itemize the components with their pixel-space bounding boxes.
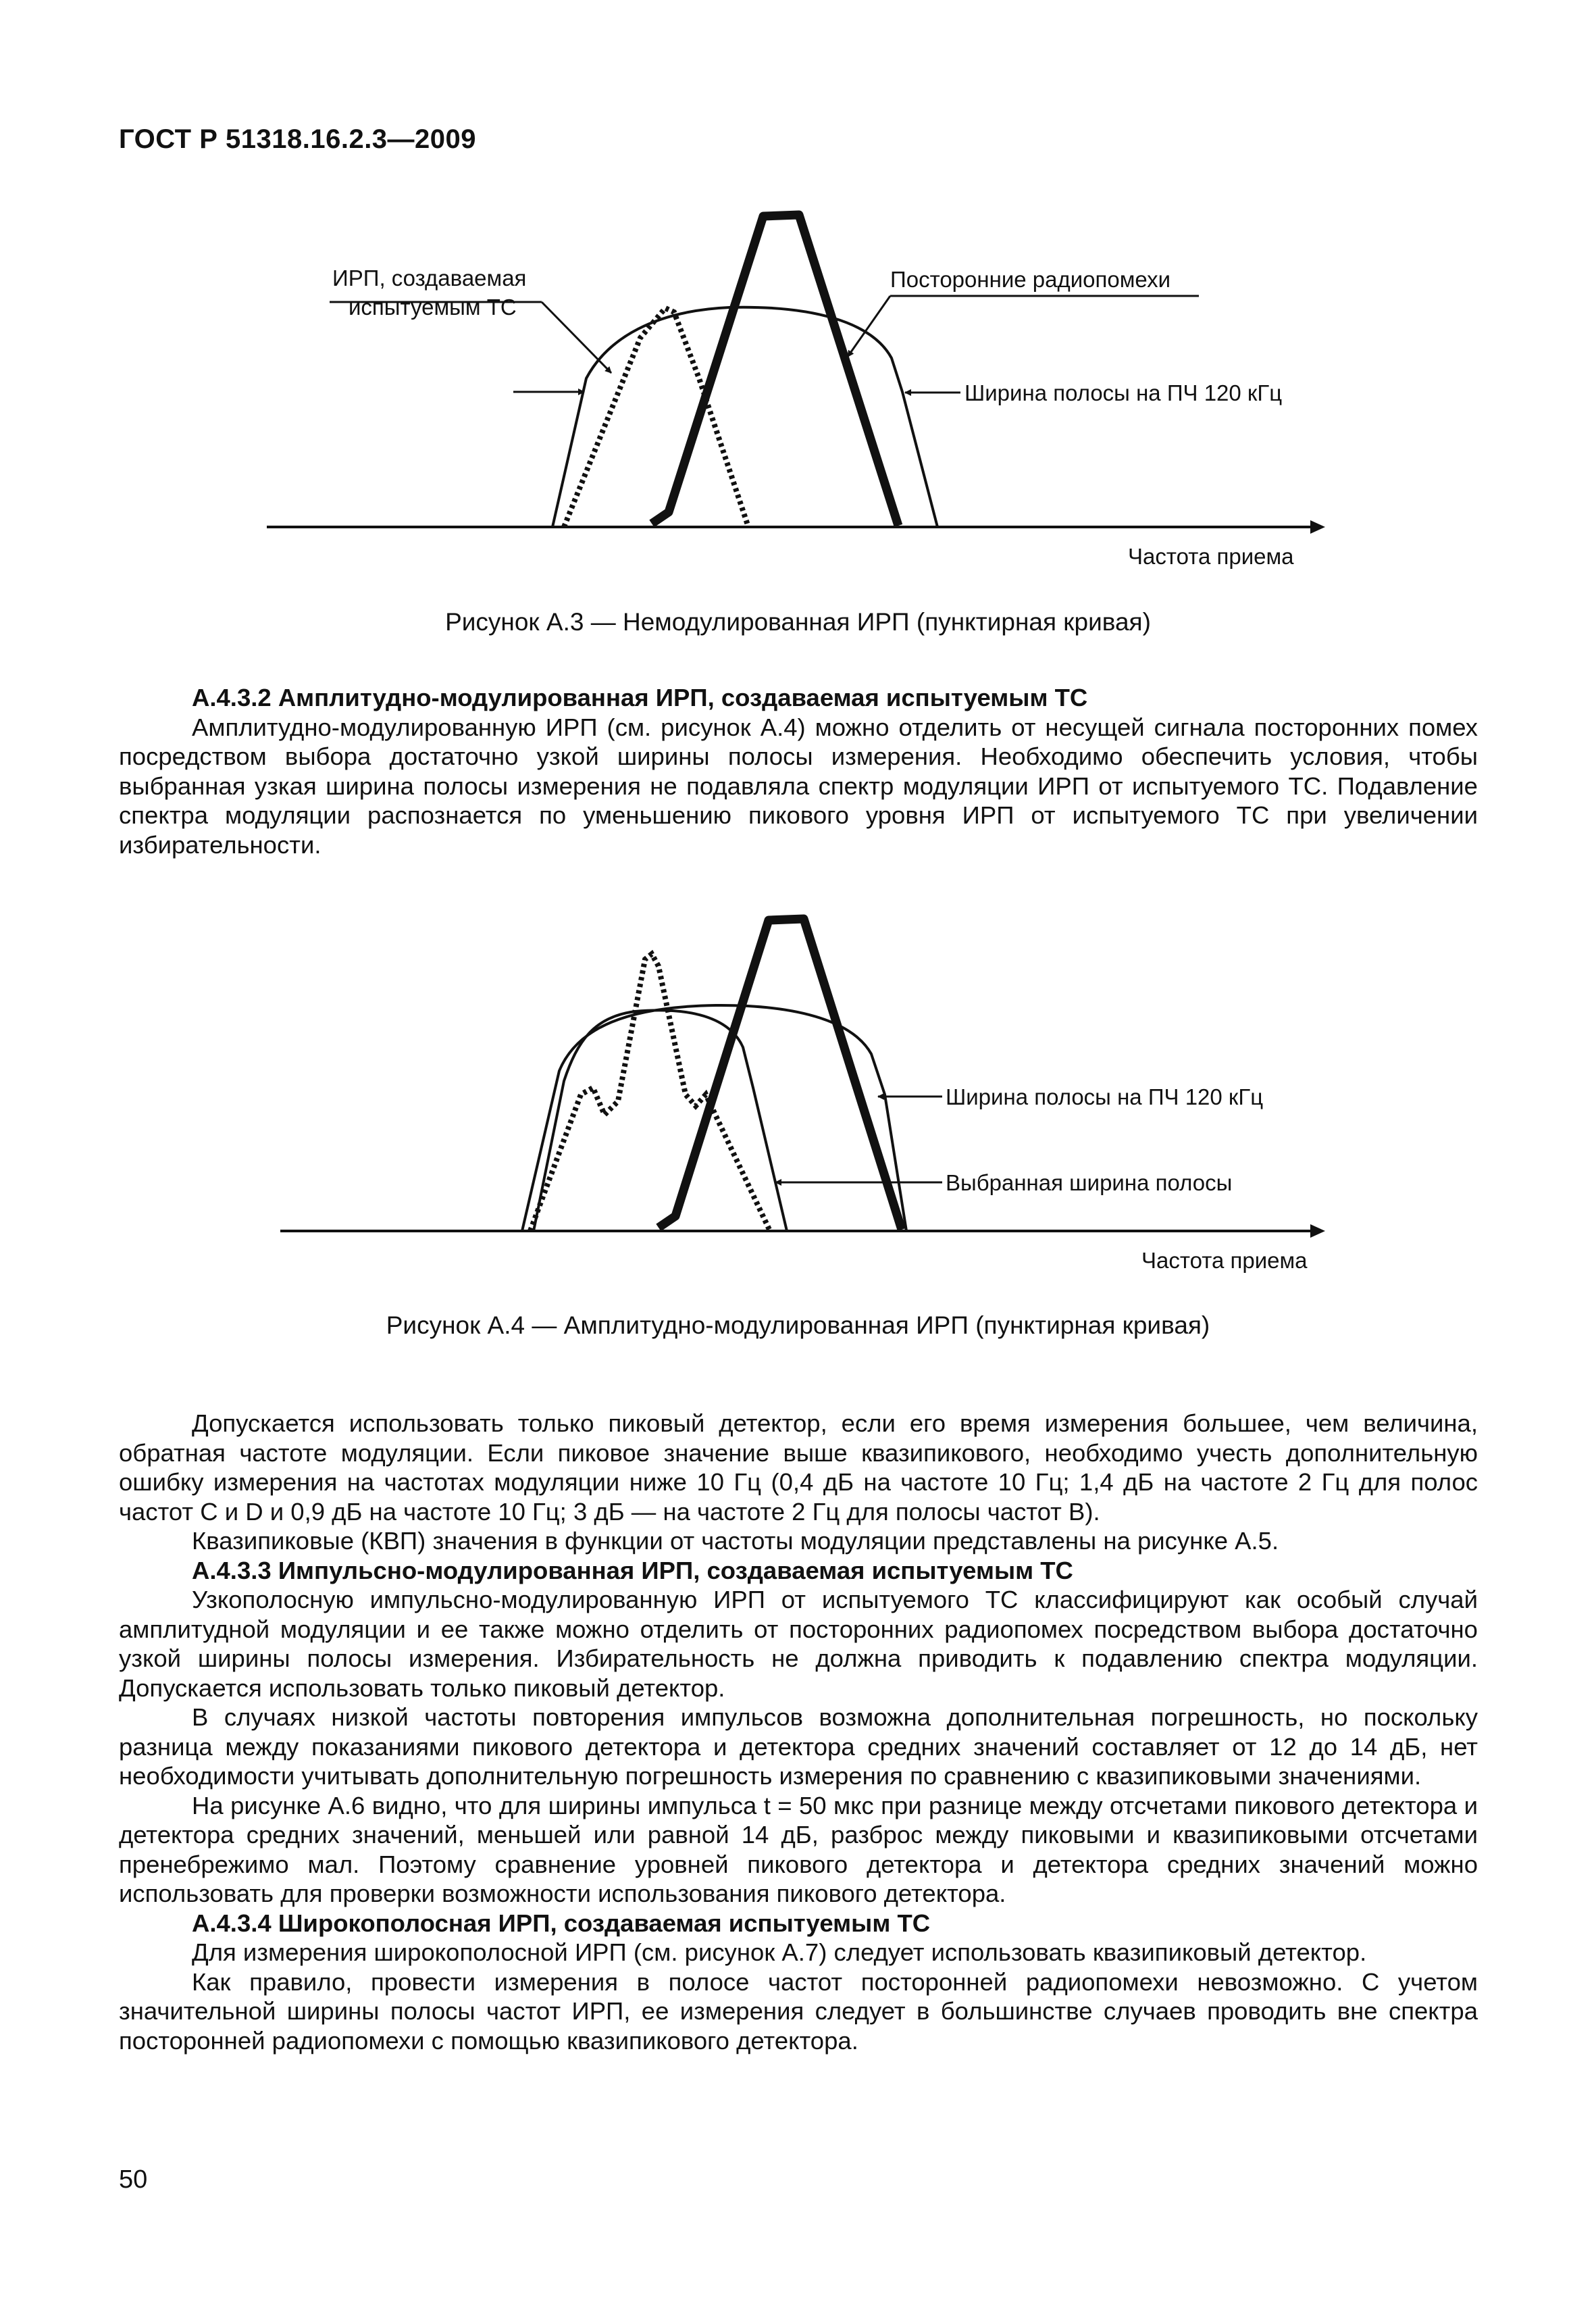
label-selected-bandwidth: Выбранная ширина полосы [946, 1170, 1233, 1195]
paragraph-pulse-modulated: Узкополосную импульсно-модулированную ИРП от испытуемого ТС классифицируют как особый случай амплитудной модуляции и ее также можно отделить от посторонних радиопомех посредством выбора достаточно узкой ширины полосы измерения. Избирательность не должна приводить к подавлению спектра модуляции. Допускается использовать только пиковый детектор. [119, 1586, 1478, 1702]
figure-a4-diagram [0, 899, 1596, 1311]
label-irp-line2: испытуемым ТС [349, 295, 517, 320]
figure-a3-diagram [0, 196, 1596, 642]
label-irp-line1: ИРП, создаваемая [332, 266, 527, 291]
label-if-bandwidth: Ширина полосы на ПЧ 120 кГц [964, 380, 1283, 405]
paragraph-low-repetition: В случаях низкой частоты повторения импульсов возможна дополнительная погрешность, но поскольку разница между показаниями пикового детектора и детектора средних значений составляет от 12 до 14 дБ, нет необходимости учитывать дополнительную погрешность измерения по сравнению с квазипиковыми значениями. [119, 1703, 1478, 1790]
figure-a4 [0, 899, 1596, 1311]
axis-arrowhead [1310, 1224, 1325, 1238]
label-frequency-axis: Частота приема [1141, 1248, 1308, 1273]
axis-arrowhead [1310, 520, 1325, 534]
paragraph-pulse-width: На рисунке А.6 видно, что для ширины импульса t = 50 мкс при разнице между отсчетами пикового детектора и детектора средних значений, меньшей или равной 14 дБ, разброс между пиковыми и квазипиковыми отсчетами пренебрежимо мал. Поэтому сравнение уровней пикового детектора и детектора средних значений можно использовать для проверки возможности использования пикового детектора. [119, 1791, 1478, 1907]
paragraph-measurement-band: Как правило, провести измерения в полосе частот посторонней радиопомехи невозможно. С учетом значительной ширины полосы частот ИРП, ее измерения следует в большинстве случаев проводить вне спектра посторонней радиопомехи с помощью квазипикового детектора. [119, 1967, 1478, 2055]
section-a432-heading: А.4.3.2 Амплитудно-модулированная ИРП, создаваемая испытуемым ТС [192, 684, 1088, 711]
body-text [119, 1409, 1478, 2055]
label-foreign-interference: Посторонние радиопомехи [890, 267, 1170, 292]
irp-dotted-curve [530, 954, 770, 1231]
foreign-interference-curve [652, 215, 898, 526]
figure-a3-caption: Рисунок А.3 — Немодулированная ИРП (пунктирная кривая) [445, 608, 1151, 636]
paragraph-peak-detector: Допускается использовать только пиковый детектор, если его время измерения большее, чем величина, обратная частоте модуляции. Если пиковое значение выше квазипикового, необходимо учесть дополнительную ошибку измерения на частотах модуляции ниже 10 Гц (0,4 дБ на частоте 10 Гц; 1,4 дБ на частоте 2 Гц для полос частот С и D и 0,9 дБ на частоте 10 Гц; 3 дБ — на частоте 2 Гц для полосы частот В). [119, 1409, 1478, 1526]
paragraph-quasi-peak: Квазипиковые (КВП) значения в функции от частоты модуляции представлены на рисунке А.5. [192, 1527, 1279, 1555]
if-bandwidth-curve [552, 307, 937, 527]
section-a433-heading: А.4.3.3 Импульсно-модулированная ИРП, создаваемая испытуемым ТС [192, 1556, 1073, 1584]
label-frequency-axis: Частота приема [1128, 544, 1294, 569]
figure-a3 [0, 196, 1596, 642]
label-if-bandwidth: Ширина полосы на ПЧ 120 кГц [946, 1084, 1264, 1109]
section-a434-heading: А.4.3.4 Широкополосная ИРП, создаваемая испытуемым ТС [192, 1909, 931, 1937]
section-a432-paragraph: Амплитудно-модулированную ИРП (см. рисунок А.4) можно отделить от несущей сигнала посторонних помех посредством выбора достаточно узкой ширины полосы измерения. Необходимо обеспечить условия, чтобы выбранная узкая ширина полосы измерения не подавляла спектр модуляции ИРП от испытуемого ТС. Подавление спектра модуляции распознается по уменьшению пикового уровня ИРП от испытуемого ТС при увеличении избирательности. [119, 713, 1478, 859]
figure-a4-caption: Рисунок А.4 — Амплитудно-модулированная ИРП (пунктирная кривая) [386, 1311, 1210, 1339]
section-a432 [119, 683, 1478, 859]
document-header: ГОСТ Р 51318.16.2.3—2009 [119, 124, 477, 154]
paragraph-broadband: Для измерения широкополосной ИРП (см. рисунок А.7) следует использовать квазипиковый детектор. [192, 1938, 1367, 1966]
page-number: 50 [119, 2165, 148, 2194]
